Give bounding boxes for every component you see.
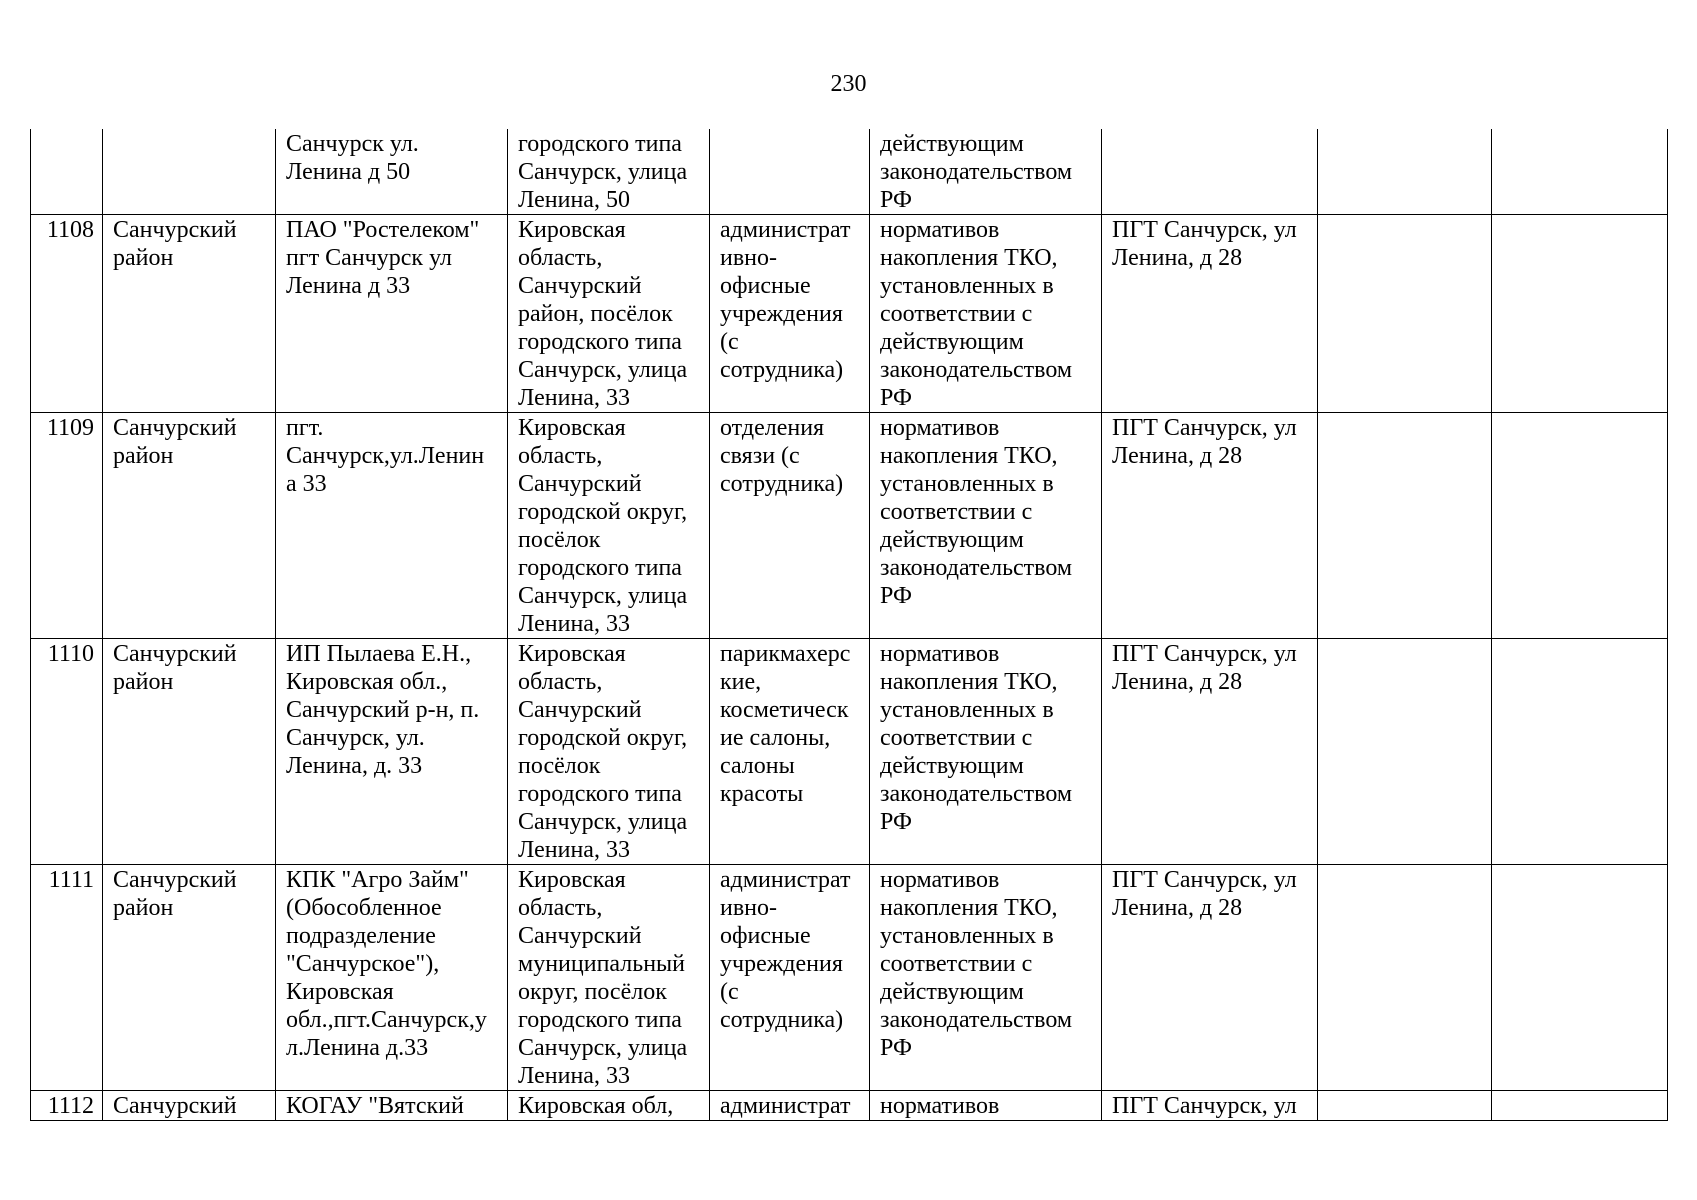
row-number-cell: 1109: [31, 413, 103, 639]
district-cell: Санчурский район: [103, 865, 276, 1091]
table-row: [31, 639, 1668, 865]
page-number: 230: [830, 71, 867, 97]
site-cell: ПГТ Санчурск, ул: [1102, 1091, 1318, 1121]
category-cell: администрат: [710, 1091, 870, 1121]
source-cell: КОГАУ "Вятский: [276, 1091, 508, 1121]
extra-cell: [1492, 1091, 1668, 1121]
district-cell: Санчурский район: [103, 639, 276, 865]
site-cell: ПГТ Санчурск, ул Ленина, д 28: [1102, 413, 1318, 639]
district-cell: Санчурский район: [103, 215, 276, 413]
table-row: [31, 865, 1668, 1091]
waste-sources-table: [30, 129, 1668, 1121]
source-cell: Санчурск ул. Ленина д 50: [276, 129, 508, 215]
norm-cell: нормативов накопления ТКО, установленных в соответствии с действующим законодательством РФ: [870, 865, 1102, 1091]
site-cell: ПГТ Санчурск, ул Ленина, д 28: [1102, 215, 1318, 413]
address-cell: Кировская обл,: [508, 1091, 710, 1121]
source-cell: КПК "Агро Займ" (Обособленное подразделение "Санчурское"), Кировская обл.,пгт.Санчурск,у л.Ленина д.33: [276, 865, 508, 1091]
extra-cell: [1318, 1091, 1492, 1121]
table-row: [31, 129, 1668, 215]
row-number-cell: 1111: [31, 865, 103, 1091]
category-cell: администрат ивно- офисные учреждения (с сотрудника): [710, 215, 870, 413]
extra-cell: [1492, 129, 1668, 215]
extra-cell: [1318, 129, 1492, 215]
site-cell: ПГТ Санчурск, ул Ленина, д 28: [1102, 639, 1318, 865]
category-cell: администрат ивно- офисные учреждения (с сотрудника): [710, 865, 870, 1091]
source-cell: ИП Пылаева Е.Н., Кировская обл., Санчурский р-н, п. Санчурск, ул. Ленина, д. 33: [276, 639, 508, 865]
row-number-cell: 1108: [31, 215, 103, 413]
category-cell: [710, 129, 870, 215]
extra-cell: [1492, 639, 1668, 865]
extra-cell: [1318, 215, 1492, 413]
table-row: [31, 1091, 1668, 1121]
extra-cell: [1318, 413, 1492, 639]
category-cell: парикмахерс кие, косметическ ие салоны, салоны красоты: [710, 639, 870, 865]
row-number-cell: [31, 129, 103, 215]
row-number-cell: 1112: [31, 1091, 103, 1121]
table-row: [31, 215, 1668, 413]
extra-cell: [1318, 865, 1492, 1091]
district-cell: Санчурский: [103, 1091, 276, 1121]
district-cell: Санчурский район: [103, 413, 276, 639]
extra-cell: [1492, 413, 1668, 639]
norm-cell: действующим законодательством РФ: [870, 129, 1102, 215]
site-cell: [1102, 129, 1318, 215]
extra-cell: [1492, 215, 1668, 413]
address-cell: Кировская область, Санчурский район, посёлок городского типа Санчурск, улица Ленина, 33: [508, 215, 710, 413]
source-cell: ПАО "Ростелеком" пгт Санчурск ул Ленина д 33: [276, 215, 508, 413]
extra-cell: [1318, 639, 1492, 865]
norm-cell: нормативов: [870, 1091, 1102, 1121]
district-cell: [103, 129, 276, 215]
address-cell: Кировская область, Санчурский муниципальный округ, посёлок городского типа Санчурск, улица Ленина, 33: [508, 865, 710, 1091]
norm-cell: нормативов накопления ТКО, установленных в соответствии с действующим законодательством РФ: [870, 639, 1102, 865]
norm-cell: нормативов накопления ТКО, установленных в соответствии с действующим законодательством РФ: [870, 413, 1102, 639]
table-row: [31, 413, 1668, 639]
norm-cell: нормативов накопления ТКО, установленных в соответствии с действующим законодательством РФ: [870, 215, 1102, 413]
site-cell: ПГТ Санчурск, ул Ленина, д 28: [1102, 865, 1318, 1091]
address-cell: городского типа Санчурск, улица Ленина, 50: [508, 129, 710, 215]
address-cell: Кировская область, Санчурский городской округ, посёлок городского типа Санчурск, улица Ленина, 33: [508, 639, 710, 865]
source-cell: пгт. Санчурск,ул.Ленин а 33: [276, 413, 508, 639]
extra-cell: [1492, 865, 1668, 1091]
address-cell: Кировская область, Санчурский городской округ, посёлок городского типа Санчурск, улица Ленина, 33: [508, 413, 710, 639]
row-number-cell: 1110: [31, 639, 103, 865]
category-cell: отделения связи (с сотрудника): [710, 413, 870, 639]
